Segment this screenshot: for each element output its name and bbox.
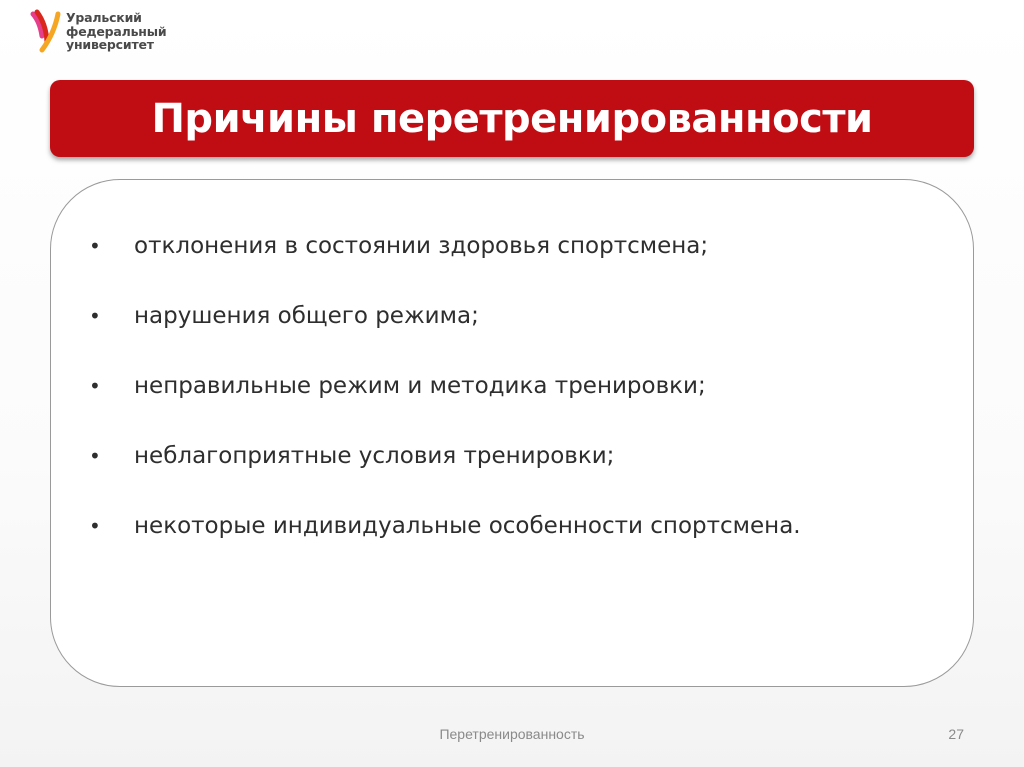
list-item — [89, 298, 801, 368]
list-item — [89, 438, 801, 508]
list-item-text: нарушения общего режима; — [134, 303, 479, 329]
bullet-list — [89, 228, 801, 578]
logo-line-2: федеральный — [66, 23, 167, 39]
slide-title-bar — [50, 80, 974, 157]
logo-line-1: Уральский — [66, 10, 142, 25]
logo-line-3: университет — [66, 37, 154, 52]
bullet-icon: • — [89, 444, 101, 468]
list-item-text: отклонения в состоянии здоровья спортсмена; — [134, 233, 709, 259]
content-panel — [50, 179, 974, 687]
list-item-text: неправильные режим и методика тренировки; — [134, 373, 706, 399]
bullet-icon: • — [89, 304, 101, 328]
bullet-icon: • — [89, 374, 101, 398]
list-item — [89, 508, 801, 578]
list-item-text: некоторые индивидуальные особенности спортсмена. — [134, 513, 801, 539]
bullet-icon: • — [89, 514, 101, 538]
logo-text — [66, 11, 166, 52]
bullet-icon: • — [89, 234, 101, 258]
slide-title: Причины перетренированности — [151, 95, 873, 142]
university-logo — [28, 8, 166, 54]
list-item — [89, 228, 801, 298]
page-number: 27 — [948, 726, 964, 742]
footer-title: Перетренированность — [439, 726, 585, 742]
list-item-text: неблагоприятные условия тренировки; — [134, 443, 615, 469]
urfu-logo-icon — [28, 8, 64, 54]
list-item — [89, 368, 801, 438]
